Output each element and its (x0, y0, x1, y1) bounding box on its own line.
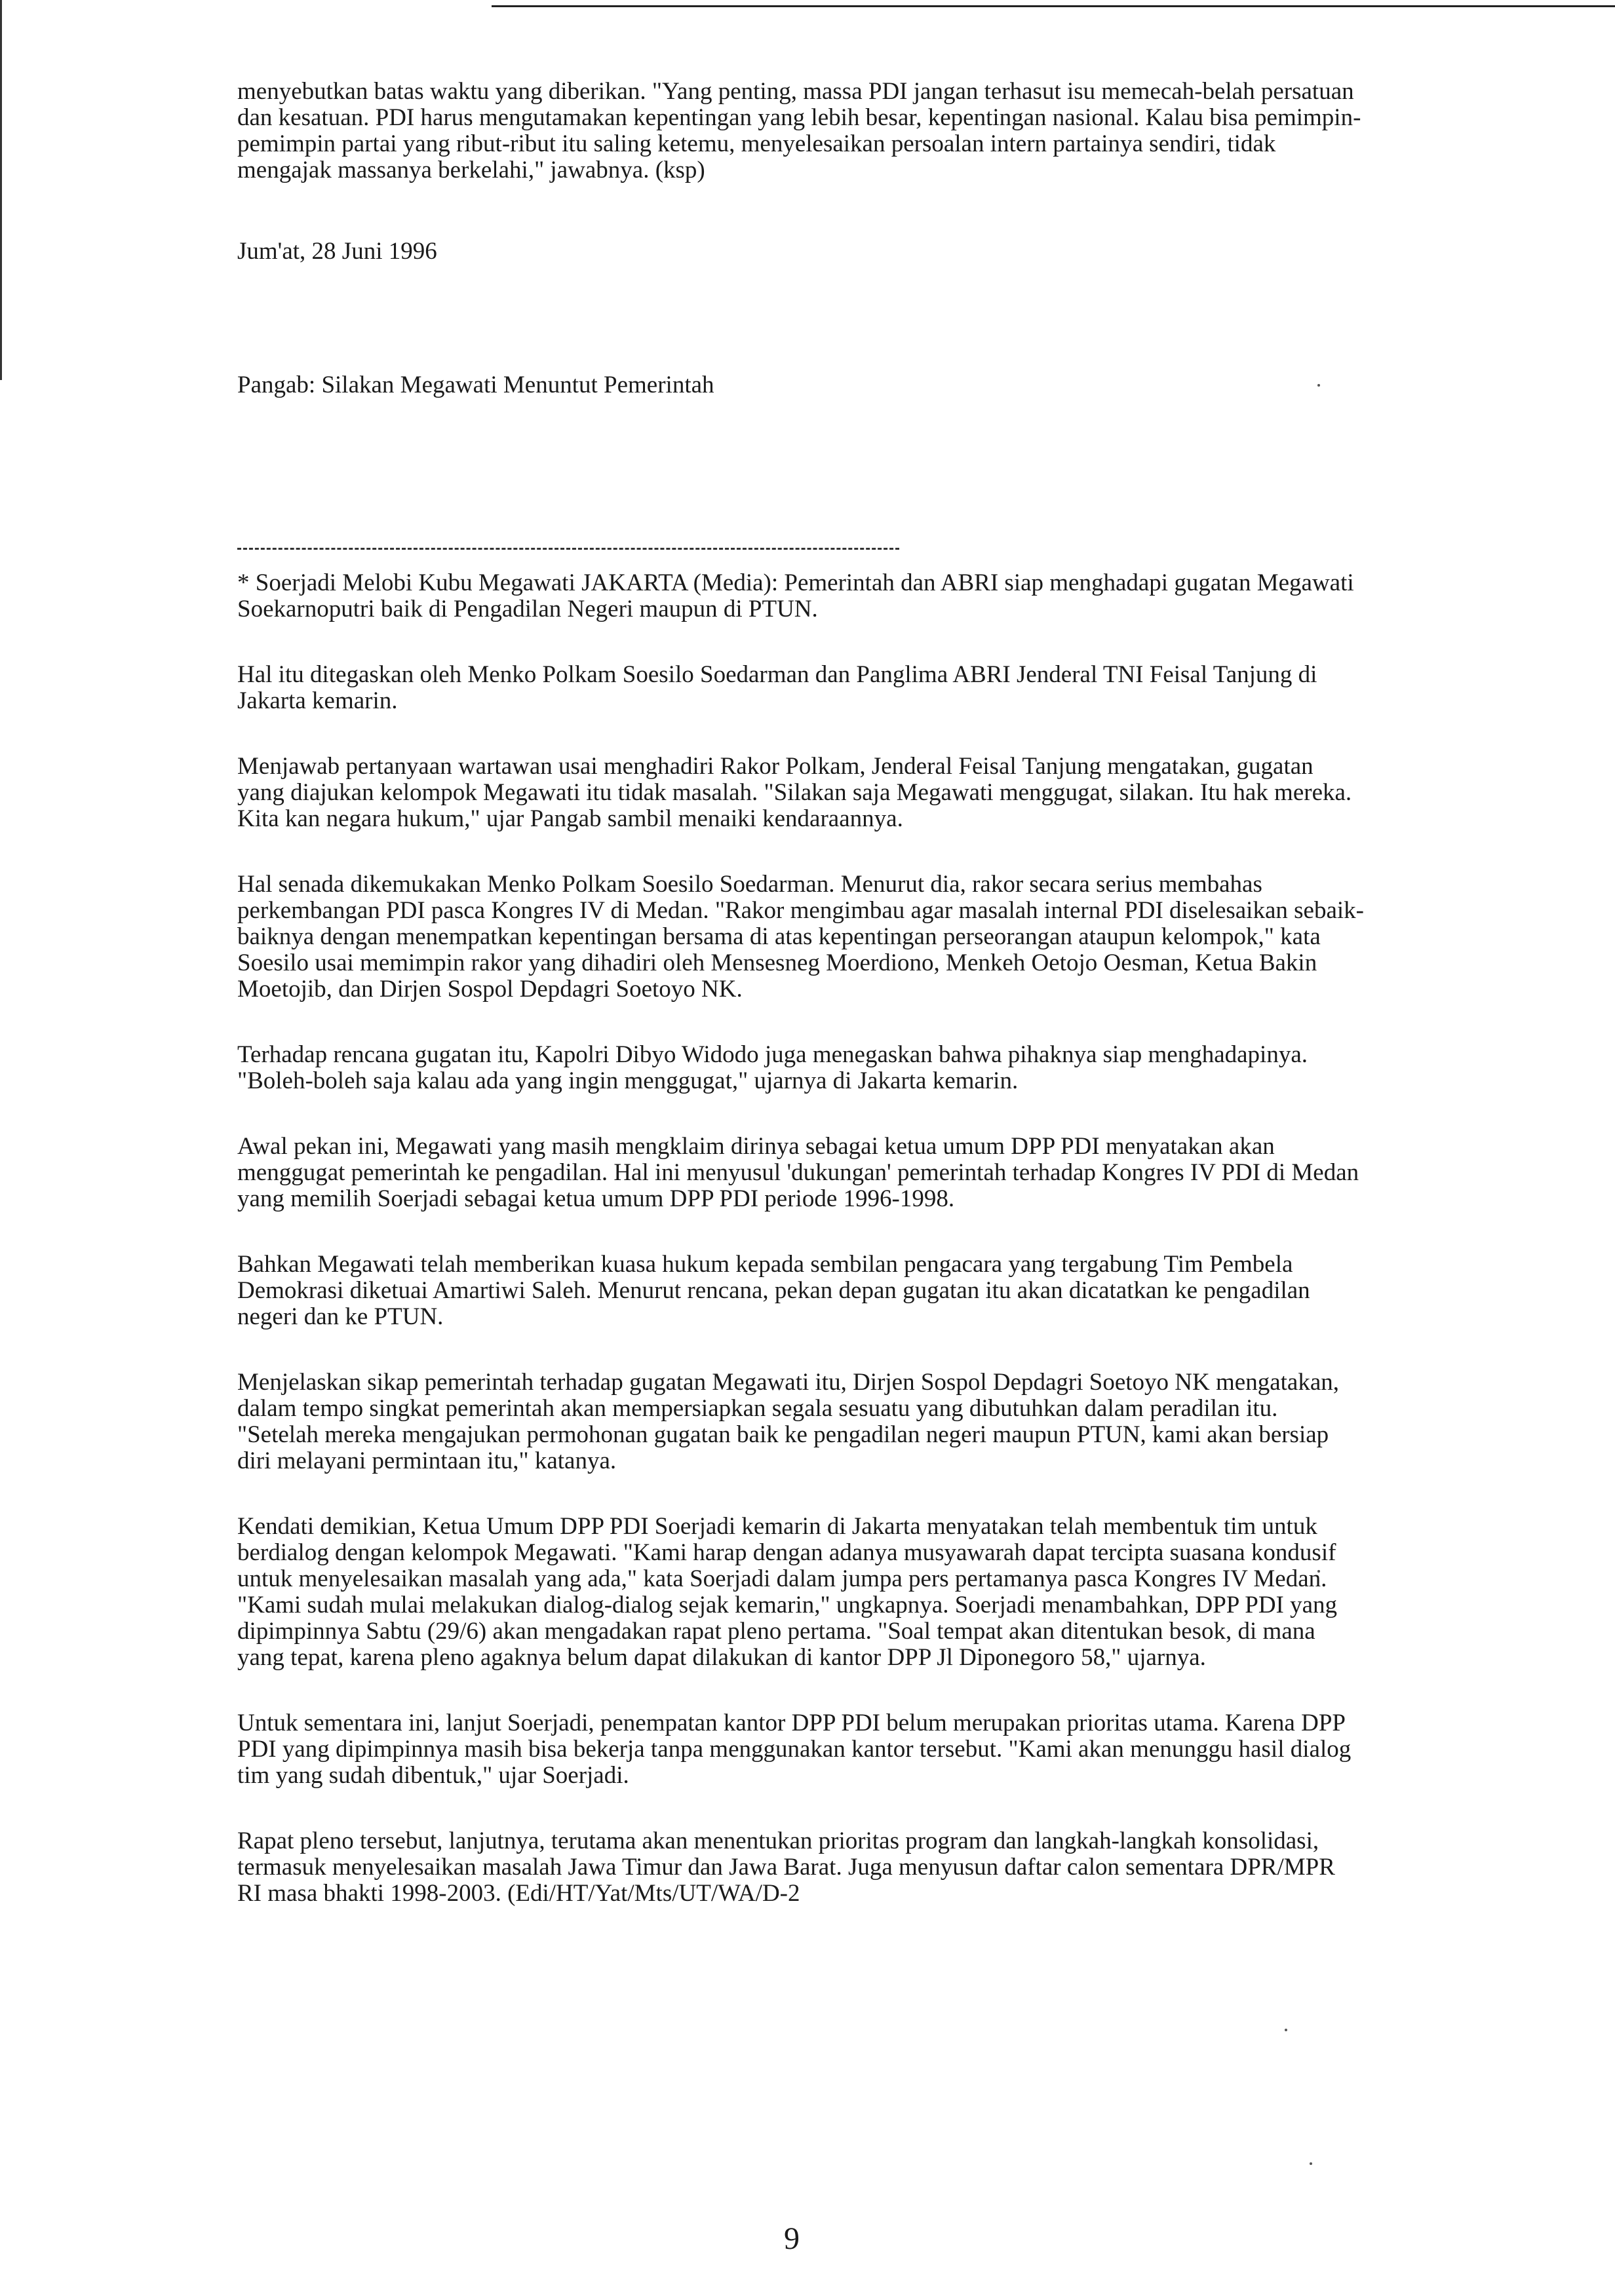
article-headline (237, 372, 1365, 398)
headline-text: Pangab: Silakan Megawati Menuntut Pemerintah (237, 372, 714, 398)
scan-speck (1285, 2029, 1287, 2031)
scan-edge (0, 0, 2, 380)
body-paragraph: * Soerjadi Melobi Kubu Megawati JAKARTA (Media): Pemerintah dan ABRI siap menghadapi gugatan Megawati Soekarnoputri baik di Pengadilan Negeri maupun di PTUN. (237, 569, 1354, 622)
body-paragraph: Rapat pleno tersebut, lanjutnya, terutama akan menentukan prioritas program dan langkah-langkah konsolidasi, termasuk menyelesaikan masalah Jawa Timur dan Jawa Barat. Juga menyusun daftar calon sementara DPR/MPR RI masa bhakti 1998-2003. (Edi/HT/Yat/Mts/UT/WA/D-2 (237, 1827, 1335, 1907)
body-paragraph: Menjelaskan sikap pemerintah terhadap gugatan Megawati itu, Dirjen Sospol Depdagri Soetoyo NK mengatakan, dalam tempo singkat pemerintah akan mempersiapkan segala sesuatu yang dibutuhkan dalam peradilan itu. "Setelah mereka mengajukan permohonan gugatan baik ke pengadilan negeri maupun PTUN, kami akan bersiap diri melayani permintaan itu," katanya. (237, 1369, 1339, 1474)
paragraph-text: menyebutkan batas waktu yang diberikan. "Yang penting, massa PDI jangan terhasut isu memecah-belah persatuan dan kesatuan. PDI harus mengutamakan kepentingan yang lebih besar, kepentingan nasional. Kalau bisa pemimpin-pemimpin partai yang ribut-ribut itu saling ketemu, menyelesaikan persoalan intern partainya sendiri, tidak mengajak massanya berkelahi," jawabnya. (ksp) (237, 78, 1361, 183)
top-rule (492, 5, 1615, 7)
article-date (237, 239, 1365, 265)
body-paragraph: Kendati demikian, Ketua Umum DPP PDI Soerjadi kemarin di Jakarta menyatakan telah membentuk tim untuk berdialog dengan kelompok Megawati. "Kami harap dengan adanya musyawarah dapat tercipta suasana kondusif untuk menyelesaikan masalah yang ada," kata Soerjadi dalam jumpa pers pertamanya pasca Kongres IV Medan. "Kami sudah mulai melakukan dialog-dialog sejak kemarin," ungkapnya. Soerjadi menambahkan, DPP PDI yang dipimpinnya Sabtu (29/6) akan mengadakan rapat pleno pertama. "Soal tempat akan ditentukan besok, di mana yang tepat, karena pleno agaknya belum dapat dilakukan di kantor DPP Jl Diponegoro 58," ujarnya. (237, 1513, 1338, 1671)
body-paragraph: Hal itu ditegaskan oleh Menko Polkam Soesilo Soedarman dan Panglima ABRI Jenderal TNI Feisal Tanjung di Jakarta kemarin. (237, 661, 1317, 714)
page-number: 9 (784, 2221, 800, 2256)
body-paragraph: Bahkan Megawati telah memberikan kuasa hukum kepada sembilan pengacara yang tergabung Tim Pembela Demokrasi diketuai Amartiwi Saleh. Menurut rencana, pekan depan gugatan itu akan dicatatkan ke pengadilan negeri dan ke PTUN. (237, 1251, 1310, 1330)
body-paragraph: Menjawab pertanyaan wartawan usai menghadiri Rakor Polkam, Jenderal Feisal Tanjung mengatakan, gugatan yang diajukan kelompok Megawati itu tidak masalah. "Silakan saja Megawati menggugat, silakan. Itu hak mereka. Kita kan negara hukum," ujar Pangab sambil menaiki kendaraannya. (237, 753, 1352, 832)
separator-line (237, 548, 899, 550)
body-paragraph: Untuk sementara ini, lanjut Soerjadi, penempatan kantor DPP PDI belum merupakan prioritas utama. Karena DPP PDI yang dipimpinnya masih bisa bekerja tanpa menggunakan kantor tersebut. "Kami akan menunggu hasil dialog tim yang sudah dibentuk," ujar Soerjadi. (237, 1710, 1352, 1789)
body-paragraph: Terhadap rencana gugatan itu, Kapolri Dibyo Widodo juga menegaskan bahwa pihaknya siap menghadapinya. "Boleh-boleh saja kalau ada yang ingin menggugat," ujarnya di Jakarta kemarin. (237, 1041, 1308, 1094)
scan-speck (1310, 2162, 1312, 2165)
intro-paragraph (237, 79, 1365, 183)
body-paragraph: Hal senada dikemukakan Menko Polkam Soesilo Soedarman. Menurut dia, rakor secara serius membahas perkembangan PDI pasca Kongres IV di Medan. "Rakor mengimbau agar masalah internal PDI diselesaikan sebaik-baiknya dengan menempatkan kepentingan bersama di atas kepentingan perseorangan ataupun kelompok," kata Soesilo usai memimpin rakor yang dihadiri oleh Mensesneg Moerdiono, Menkeh Oetojo Oesman, Ketua Bakin Moetojib, dan Dirjen Sospol Depdagri Soetoyo NK. (237, 871, 1364, 1003)
body-paragraph: Awal pekan ini, Megawati yang masih mengklaim dirinya sebagai ketua umum DPP PDI menyatakan akan menggugat pemerintah ke pengadilan. Hal ini menyusul 'dukungan' pemerintah terhadap Kongres IV PDI di Medan yang memilih Soerjadi sebagai ketua umum DPP PDI periode 1996-1998. (237, 1133, 1359, 1212)
article-body (237, 570, 1365, 1907)
date-text: Jum'at, 28 Juni 1996 (237, 238, 437, 265)
